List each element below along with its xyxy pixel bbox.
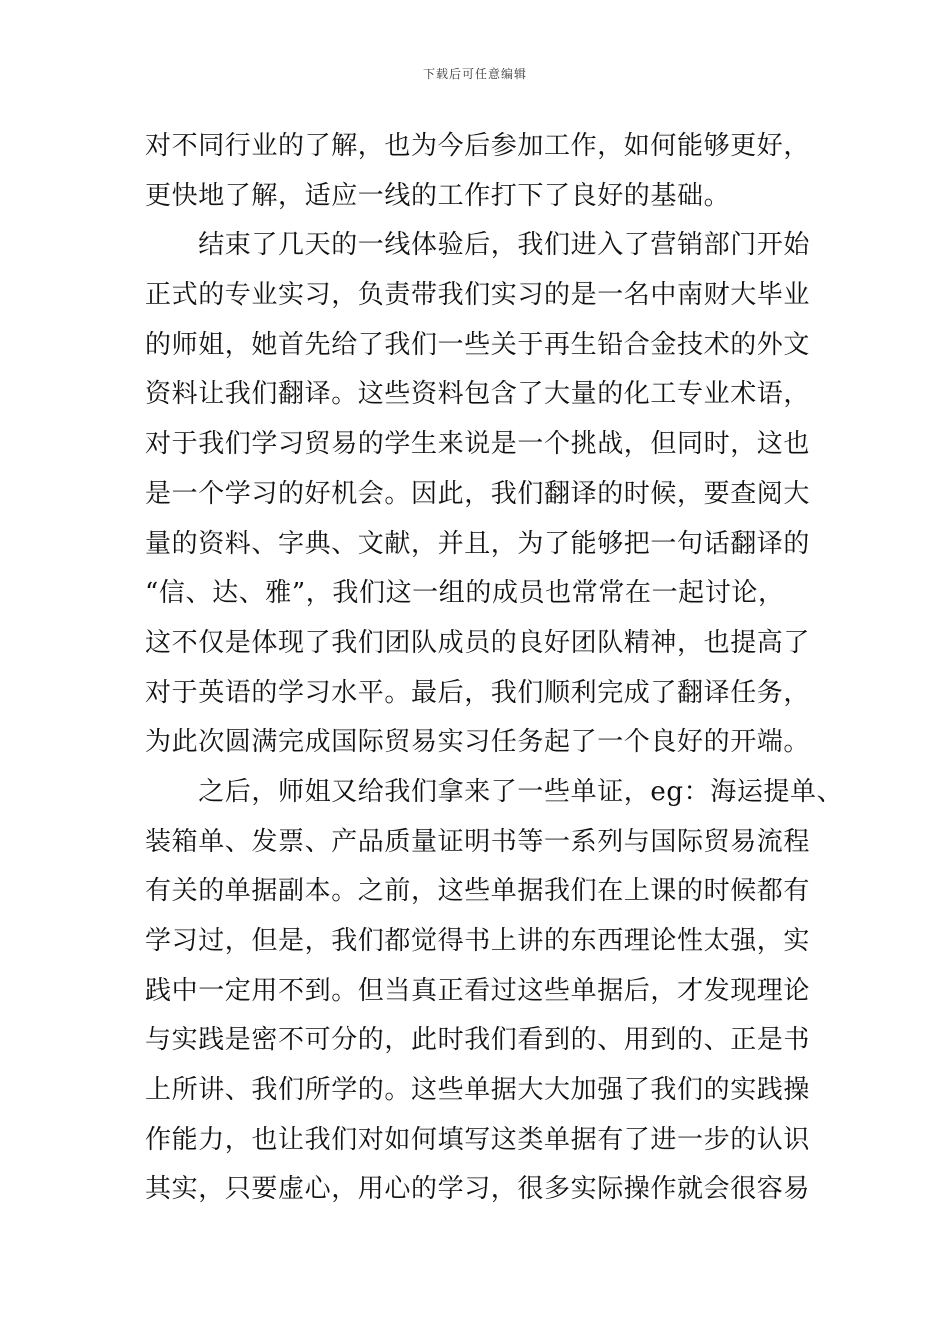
text-line: 是一个学习的好机会。因此，我们翻译的时候，要查阅大 [145,478,811,509]
text-line: 资料让我们翻译。这些资料包含了大量的化工专业术语， [145,379,811,410]
text-line: 为此次圆满完成国际贸易实习任务起了一个良好的开端。 [145,727,811,758]
text-line: 正式的专业实习，负责带我们实习的是一名中南财大毕业 [145,280,811,311]
text-line: 的师姐，她首先给了我们一些关于再生铅合金技术的外文 [145,329,811,360]
text-line: 更快地了解，适应一线的工作打下了良好的基础。 [145,180,731,211]
text-line: 与实践是密不可分的，此时我们看到的、用到的、正是书 [145,1025,811,1056]
text-line: 结束了几天的一线体验后，我们进入了营销部门开始 [145,230,811,261]
text-line: 对于我们学习贸易的学生来说是一个挑战，但同时，这也 [145,429,811,460]
text-line: 之后，师姐又给我们拿来了一些单证，eg：海运提单、 [145,776,844,807]
text-line: 量的资料、字典、文献，并且，为了能够把一句话翻译的 [145,528,811,559]
text-line: 有关的单据副本。之前，这些单据我们在上课的时候都有 [145,876,811,907]
text-line: 对不同行业的了解，也为今后参加工作，如何能够更好， [145,131,811,161]
text-line: 学习过，但是，我们都觉得书上讲的东西理论性太强，实 [145,926,811,956]
text-line: “信、达、雅”，我们这一组的成员也常常在一起讨论， [145,578,785,609]
text-line: 这不仅是体现了我们团队成员的良好团队精神，也提高了 [145,627,811,658]
text-line: 对于英语的学习水平。最后，我们顺利完成了翻译任务， [145,677,811,708]
text-line: 上所讲、我们所学的。这些单据大大加强了我们的实践操 [145,1075,811,1106]
text-line: 践中一定用不到。但当真正看过这些单据后，才发现理论 [145,975,811,1006]
text-line: 作能力，也让我们对如何填写这类单据有了进一步的认识 [145,1124,811,1155]
text-line: 其实，只要虚心，用心的学习，很多实际操作就会很容易 [145,1174,811,1205]
body-text [145,122,844,1215]
header-note: 下载后可任意编辑 [422,67,527,81]
text-line: 装箱单、发票、产品质量证明书等一系列与国际贸易流程 [145,826,811,857]
